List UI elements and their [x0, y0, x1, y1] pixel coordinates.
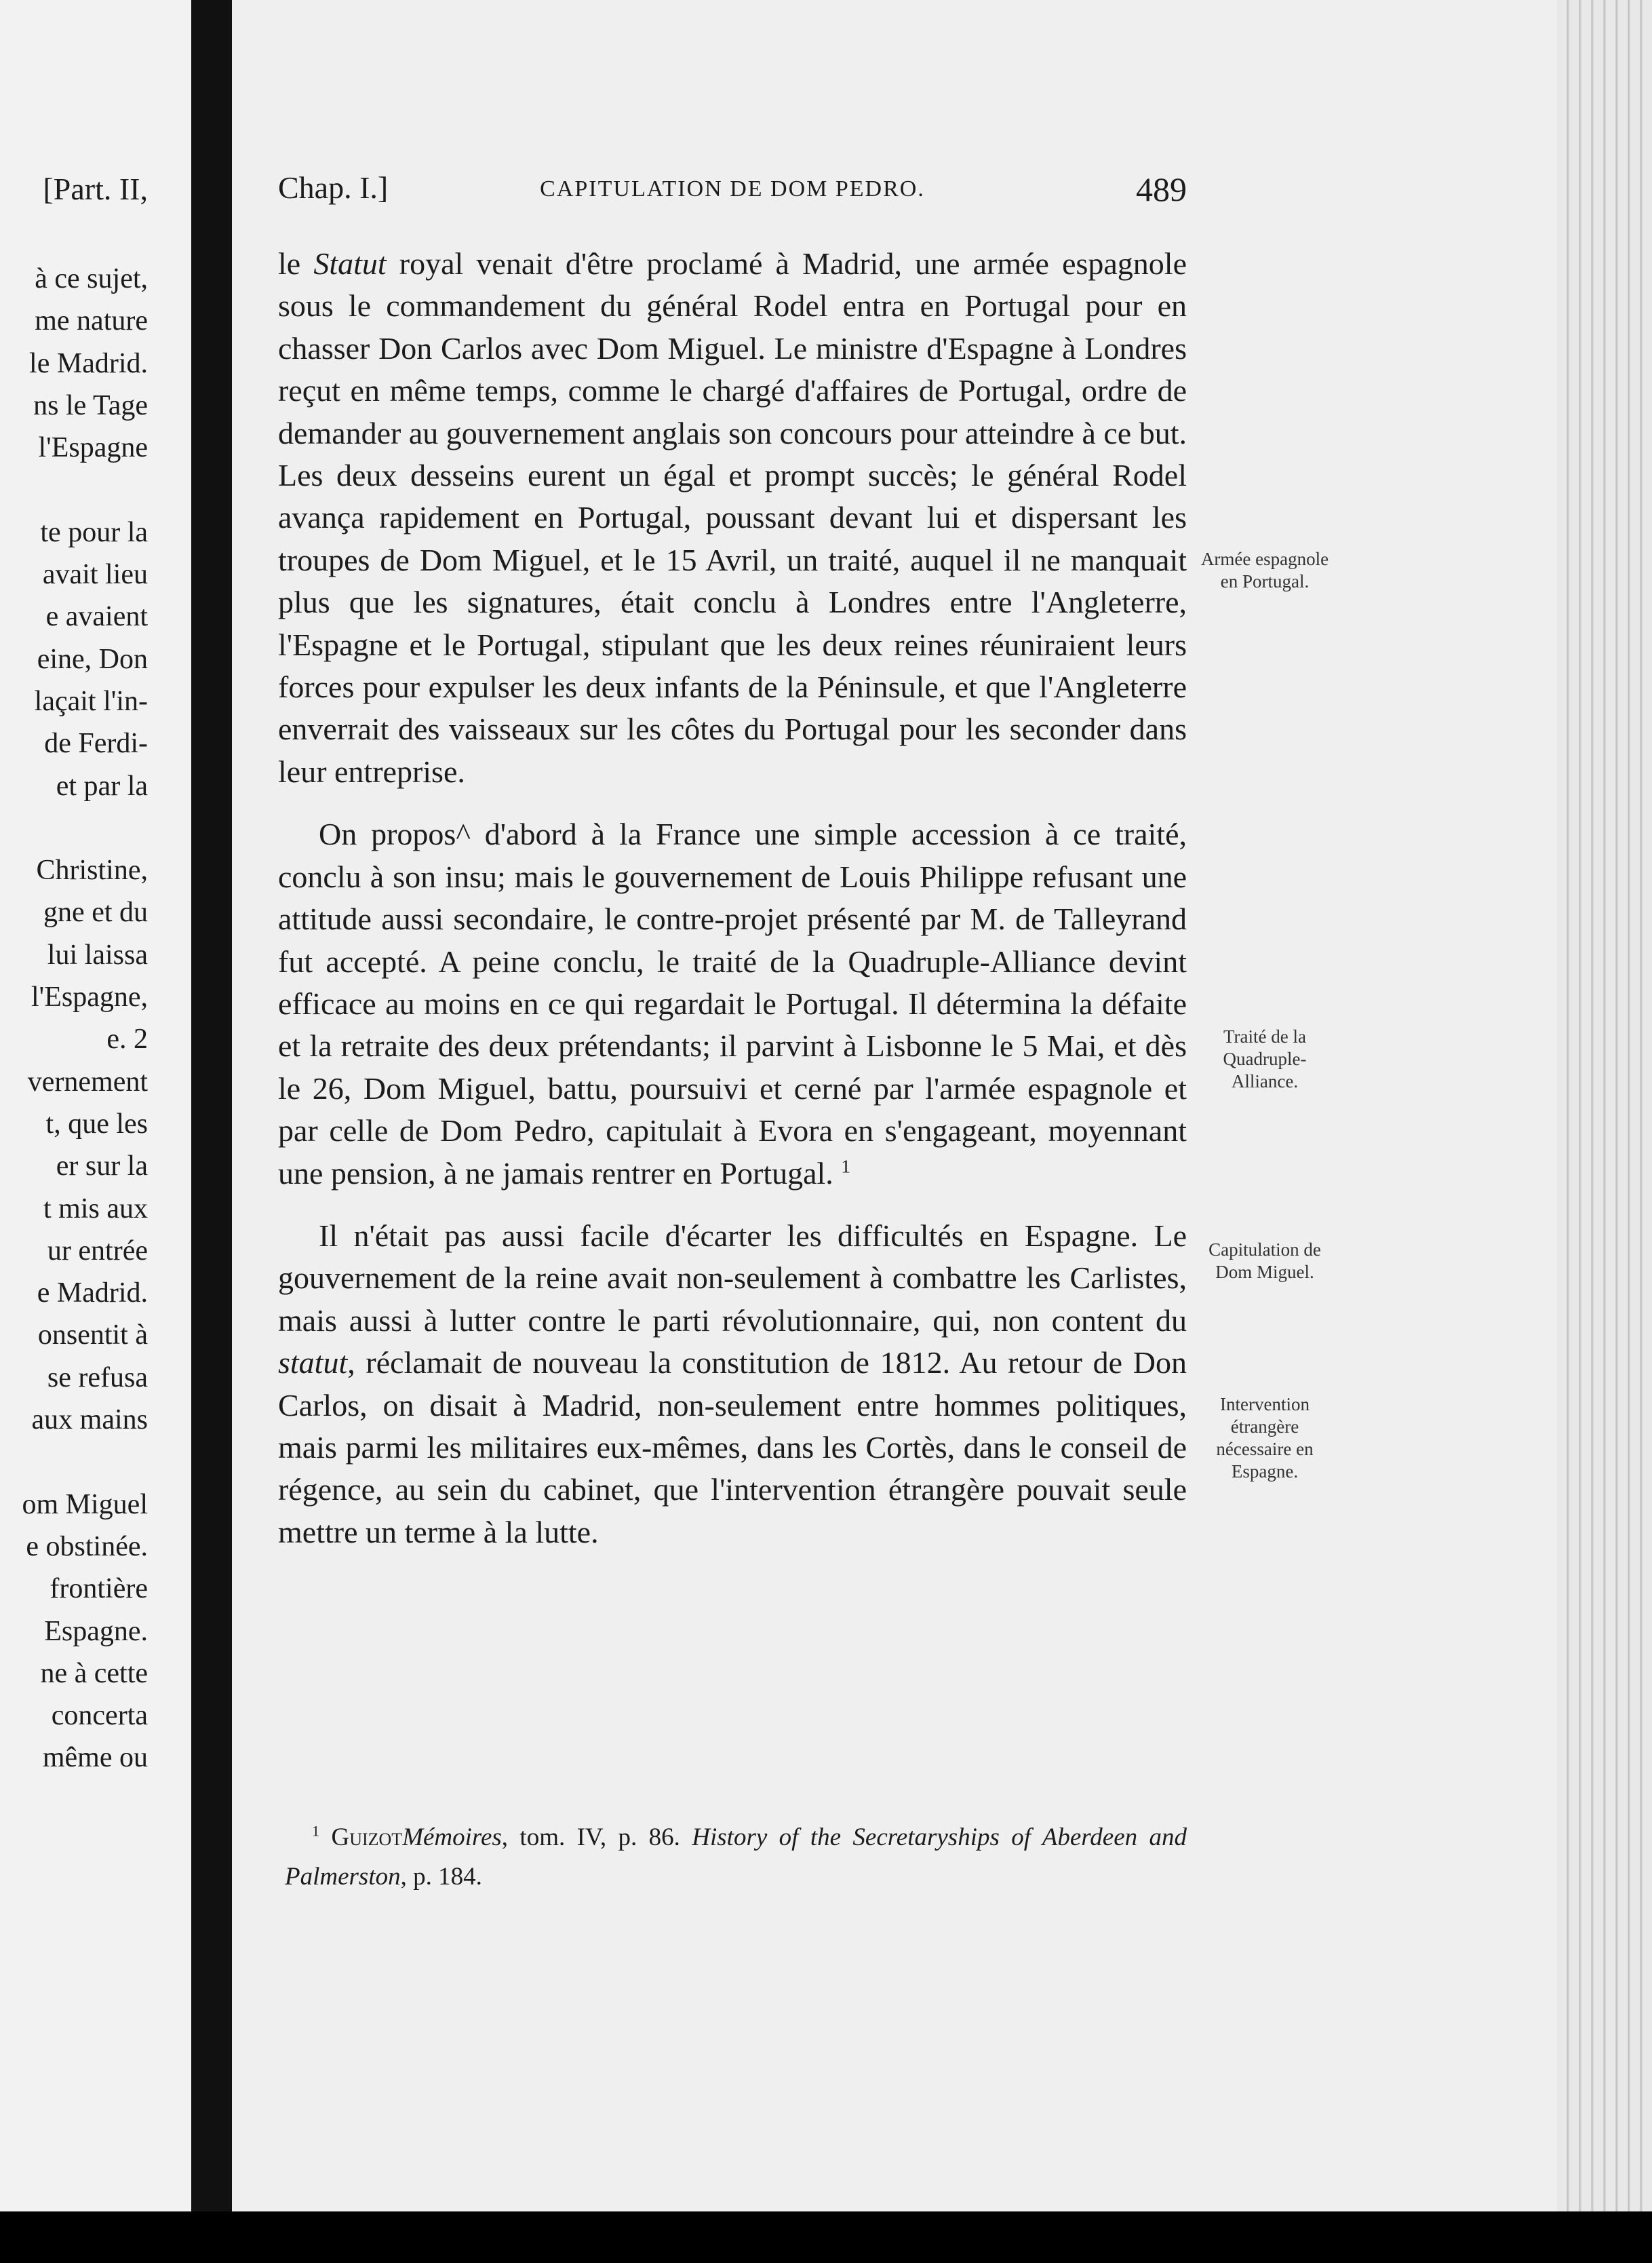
italic-statut-2: statut [278, 1345, 348, 1380]
left-page-line: se refusa [47, 1361, 148, 1393]
paragraph-3: Il n'était pas aussi facile d'écarter les difficultés en Espagne. Le gouvernement de la reine avait non-seulement à combattre les Carlistes, mais aussi à lutter contre le parti révolutionnaire, qui, non content du statut, réclamait de nouveau la constitution de 1812. Au retour de Don Carlos, on disait à Madrid, non-seulement entre hommes politiques, mais parmi les militaires eux-mêmes, dans les Cortès, dans le conseil de régence, au sein du cabinet, que l'intervention étrangère pouvait seule mettre un terme à la lutte. [278, 1218, 1187, 1549]
running-title: CAPITULATION DE DOM PEDRO. [540, 176, 925, 201]
left-page-line: lui laissa [47, 939, 148, 971]
left-page-line: l'Espagne, [31, 982, 148, 1013]
left-page-line: le Madrid. [29, 347, 148, 379]
paragraph-1: le Statut royal venait d'être proclamé à Madrid, une armée espagnole sous le commandement du général Rodel entra en Portugal pour en chasser Don Carlos avec Dom Miguel. Le ministre d'Espagne à Londres reçut en même temps, comme le chargé d'affaires de Portugal, ordre de demander au gouvernement anglais son concours pour atteindre à ce but. Les deux desseins eurent un égal et prompt succès; le général Rodel avança rapidement en Portugal, poussant devant lui et dispersant les troupes de Dom Miguel, et le 15 Avril, un traité, auquel il ne manquait plus que les signatures, était conclu à Londres entre l'Angleterre, l'Espagne et le Portugal, stipulant que les deux reines réuniraient leurs forces pour expulser les deux infants de la Péninsule, et que l'Angleterre enverrait des vaisseaux sur les côtes du Portugal pour les seconder dans leur entreprise. [278, 246, 1187, 789]
book-gutter [191, 0, 232, 2263]
left-page-line: om Miguel [22, 1488, 148, 1520]
left-page-line [22, 807, 149, 849]
left-page-line: ur entrée [47, 1235, 148, 1266]
left-page-line: laçait l'in- [34, 685, 148, 717]
left-page-line: avait lieu [42, 559, 148, 591]
scan-bottom-border [0, 2211, 1652, 2263]
left-page-text [22, 258, 149, 1779]
main-text [278, 243, 1187, 1574]
left-page-line: te pour la [40, 516, 148, 548]
left-page-line: et par la [56, 770, 148, 802]
left-page-line: e obstinée. [26, 1530, 148, 1562]
marginal-note-2: Traité de la Quadruple-Alliance. [1223, 1026, 1307, 1091]
left-page-line: concerta [51, 1700, 148, 1732]
page-edges [1557, 0, 1652, 2263]
left-page-line: Christine, [36, 855, 148, 887]
left-page-line: ns le Tage [33, 389, 148, 421]
marginal-note-1: Armée espagnole en Portugal. [1200, 549, 1329, 592]
marginal-note-4: Intervention étrangère nécessaire en Espagne. [1216, 1394, 1314, 1482]
left-page-line [22, 469, 149, 511]
marginal-note-3: Capitulation de Dom Miguel. [1208, 1239, 1321, 1282]
left-page-header: [Part. II, [43, 172, 148, 206]
footnote-author: Guizot [331, 1823, 403, 1851]
footnote-ref: 1 [841, 1155, 851, 1177]
left-page-line: l'Espagne [38, 432, 148, 464]
left-page-line: Espagne. [44, 1615, 148, 1647]
left-page-line: vernement [27, 1066, 148, 1098]
left-page-line: t, que les [45, 1108, 148, 1140]
italic-statut: Statut [313, 246, 387, 281]
left-facing-page [0, 0, 191, 2263]
left-page-line: de Ferdi- [44, 728, 148, 760]
left-page-line: er sur la [56, 1150, 148, 1182]
left-page-line: t mis aux [43, 1193, 148, 1224]
left-page-line: gne et du [43, 897, 148, 929]
chapter-label: Chap. I.] [278, 170, 389, 205]
paragraph-2: On propos^ d'abord à la France une simple accession à ce traité, conclu à son insu; mais le gouvernement de Louis Philippe refusant une attitude aussi secondaire, le contre-projet présenté par M. de Talleyrand fut accepté. A peine conclu, le traité de la Quadruple-Alliance devint efficace au moins en ce qui regardait le Portugal. Il détermina la défaite et la retraite des deux prétendants; il parvint à Lisbonne le 5 Mai, et dès le 26, Dom Miguel, battu, poursuivi et cerné par l'armée espagnole et par celle de Dom Pedro, capitulait à Evora en s'engageant, moyennant une pension, à ne jamais rentrer en Portugal. $^1$ [278, 817, 1187, 1191]
left-page-line: e Madrid. [37, 1277, 148, 1309]
left-page-line: e avaient [45, 601, 148, 633]
left-page-line: à ce sujet, [35, 263, 148, 294]
left-page-line: même ou [42, 1742, 148, 1774]
left-page-line: frontière [50, 1573, 148, 1605]
page-number: 489 [1136, 170, 1187, 208]
footnote: $^1$ GuizotMémoires, tom. IV, p. 86. History of the Secretaryships of Aberdeen and Palmerston, p. 184. [285, 1822, 1187, 1891]
left-page-line: onsentit à [37, 1319, 148, 1351]
left-page-line: ne à cette [40, 1657, 148, 1689]
left-page-line: eine, Don [37, 643, 148, 675]
left-page-line: e. 2 [106, 1024, 148, 1056]
left-page-line [22, 1441, 149, 1483]
left-page-line: aux mains [31, 1404, 148, 1436]
left-page-line: me nature [35, 305, 148, 337]
footnote-number: 1 [312, 1822, 320, 1840]
running-head [278, 170, 1187, 217]
